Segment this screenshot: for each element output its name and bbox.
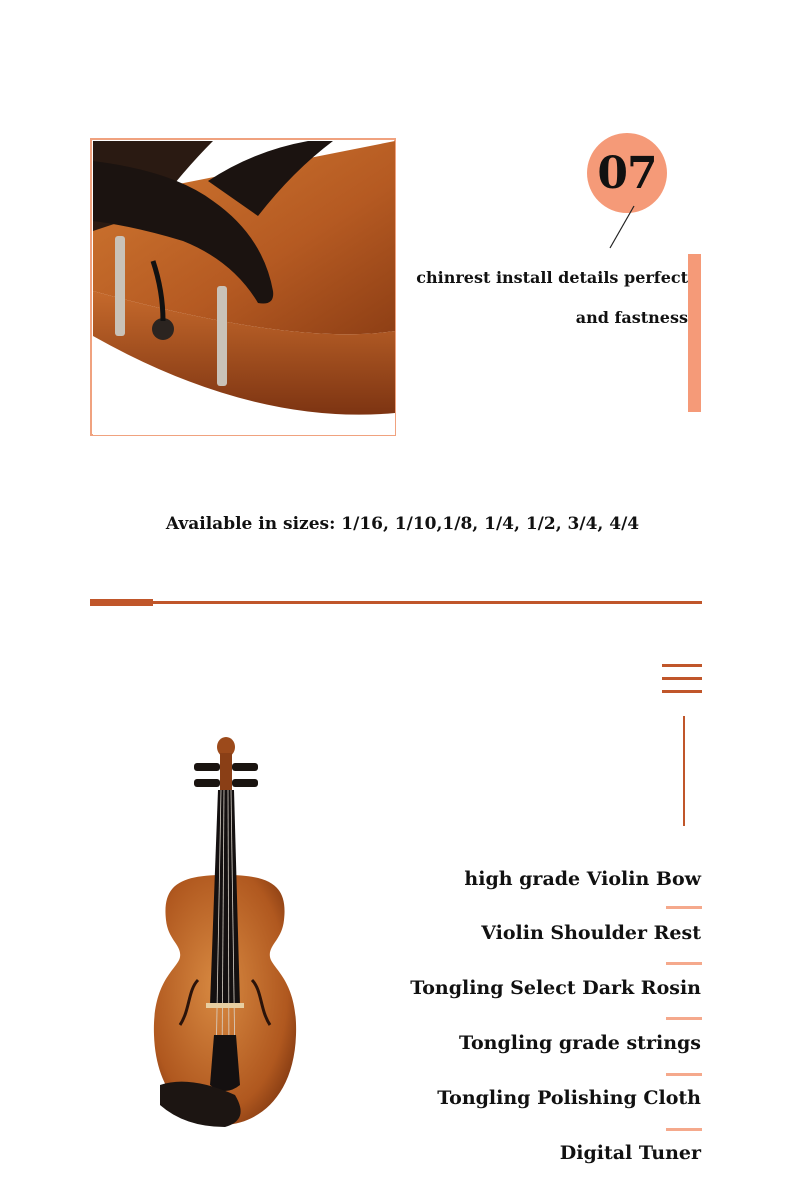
description-line-2: and fastness [575, 308, 688, 327]
accessory-rule [666, 1017, 702, 1020]
available-sizes-text: Available in sizes: 1/16, 1/10,1/8, 1/4, 1/2, 3/4, 4/4 [165, 514, 640, 534]
description-accent-bar [688, 254, 701, 412]
accessory-rule [666, 906, 702, 909]
accessory-item: high grade Violin Bow [464, 868, 701, 890]
accessory-rule [666, 1073, 702, 1076]
accessory-item: Tongling grade strings [459, 1032, 701, 1054]
vertical-accent-line [683, 716, 685, 826]
chinrest-photo-image [93, 141, 395, 435]
accessory-item: Violin Shoulder Rest [481, 922, 701, 944]
chinrest-photo [90, 138, 396, 436]
section-divider [90, 601, 702, 604]
menu-line [662, 677, 702, 680]
menu-line [662, 664, 702, 667]
badge-pointer-line [606, 204, 636, 250]
accessory-rule [666, 962, 702, 965]
feature-number-badge: 07 [587, 133, 667, 213]
section-divider-accent [90, 599, 153, 606]
violin-image [140, 735, 310, 1135]
accessory-rule [666, 1128, 702, 1131]
accessory-item: Tongling Select Dark Rosin [410, 977, 701, 999]
menu-line [662, 690, 702, 693]
accessory-item: Tongling Polishing Cloth [437, 1087, 701, 1109]
description-line-1: chinrest install details perfect [416, 268, 688, 287]
accessory-item: Digital Tuner [559, 1142, 701, 1164]
